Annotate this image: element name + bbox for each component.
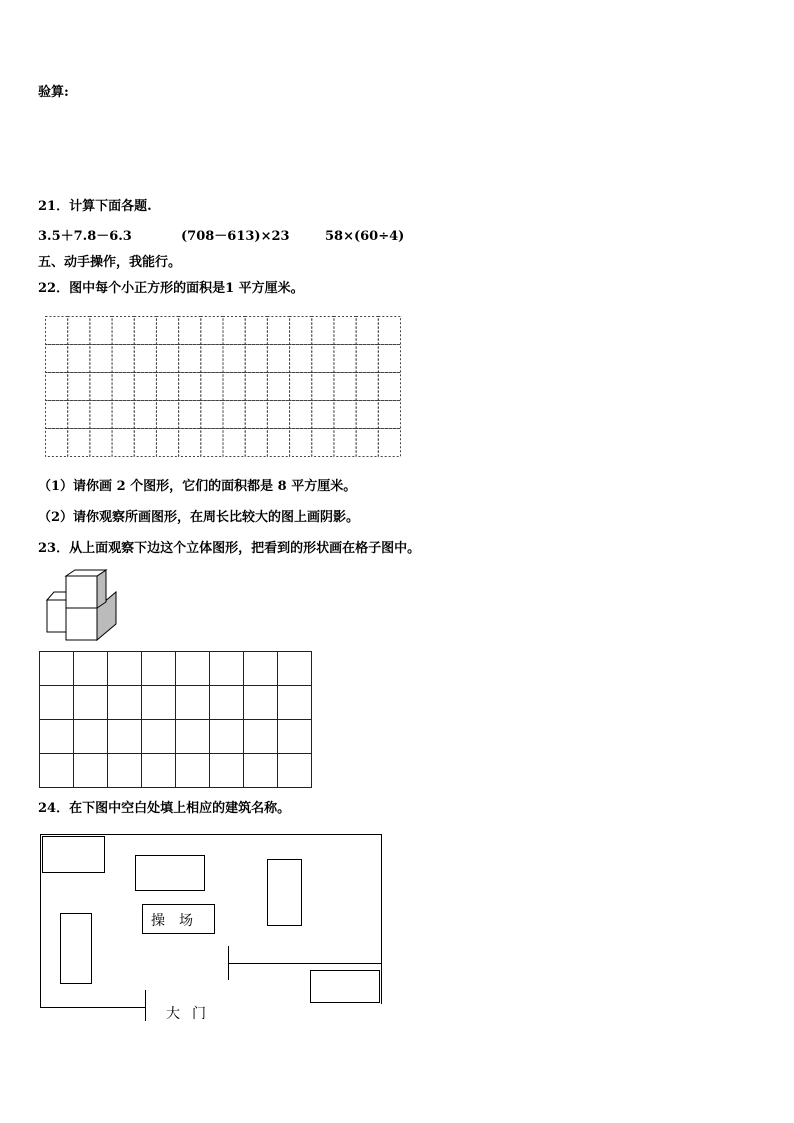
dashed-grid-cell xyxy=(68,429,90,457)
solid-grid-cell xyxy=(176,686,210,720)
dashed-grid-cell xyxy=(156,317,178,345)
dashed-grid-cell xyxy=(245,373,267,401)
dashed-grid-cell xyxy=(312,401,334,429)
dashed-grid-cell xyxy=(245,345,267,373)
q24-title: 24．在下图中空白处填上相应的建筑名称。 xyxy=(38,801,291,816)
q22-part-2: （2）请你观察所画图形，在周长比较大的图上画阴影。 xyxy=(38,510,360,525)
dashed-grid-cell xyxy=(312,373,334,401)
q21-expr-1: 3.5＋7.8－6.3 xyxy=(38,229,132,244)
dashed-grid-cell xyxy=(378,401,400,429)
solid-grid-cell xyxy=(176,754,210,788)
solid-grid-cell xyxy=(108,652,142,686)
dashed-grid-cell xyxy=(112,317,134,345)
map-right-wall xyxy=(381,834,382,1004)
blank-building-bottom-right xyxy=(310,970,380,1003)
dashed-grid-cell xyxy=(312,317,334,345)
dashed-grid-cell xyxy=(290,317,312,345)
gate-post xyxy=(145,990,146,1021)
map-bottom-wall xyxy=(40,1007,145,1008)
section-five-heading: 五、动手操作，我能行。 xyxy=(38,255,182,270)
solid-grid-cell xyxy=(210,720,244,754)
dashed-grid-cell xyxy=(179,373,201,401)
dashed-grid-cell xyxy=(134,345,156,373)
dashed-grid-cell xyxy=(378,429,400,457)
solid-grid-cell xyxy=(278,754,312,788)
dashed-grid-cell xyxy=(68,373,90,401)
dashed-grid-cell xyxy=(356,401,378,429)
solid-grid-cell xyxy=(278,720,312,754)
gate-label: 大门 xyxy=(166,1006,218,1022)
solid-grid-cell xyxy=(74,652,108,686)
dashed-grid-cell xyxy=(378,317,400,345)
dashed-grid-cell xyxy=(68,401,90,429)
dashed-grid-cell xyxy=(334,345,356,373)
solid-grid-cell xyxy=(108,686,142,720)
dashed-grid-cell xyxy=(223,345,245,373)
dashed-grid-cell xyxy=(201,401,223,429)
solid-grid-cell xyxy=(244,652,278,686)
dashed-grid-cell xyxy=(312,345,334,373)
blank-building-center-top xyxy=(135,855,205,891)
dashed-grid-cell xyxy=(112,401,134,429)
dashed-grid-cell xyxy=(156,401,178,429)
dashed-grid-cell xyxy=(356,345,378,373)
solid-grid-cell xyxy=(40,686,74,720)
solid-grid-cell xyxy=(244,720,278,754)
q21-title: 21．计算下面各题. xyxy=(38,199,152,214)
dashed-grid-cell xyxy=(356,317,378,345)
dashed-grid-cell xyxy=(134,401,156,429)
dashed-grid-cell xyxy=(267,401,289,429)
dashed-grid-cell xyxy=(267,317,289,345)
dashed-grid-cell xyxy=(378,373,400,401)
solid-grid-cell xyxy=(210,686,244,720)
dashed-grid-cell xyxy=(356,429,378,457)
solid-grid-cell xyxy=(244,754,278,788)
dashed-grid-cell xyxy=(290,429,312,457)
dashed-grid-cell xyxy=(290,401,312,429)
dashed-grid-cell xyxy=(90,373,112,401)
q23-title: 23．从上面观察下边这个立体图形，把看到的形状画在格子图中。 xyxy=(38,541,421,556)
dashed-grid-cell xyxy=(223,401,245,429)
dashed-grid-cell xyxy=(179,345,201,373)
solid-grid-cell xyxy=(40,720,74,754)
dashed-grid-cell xyxy=(112,345,134,373)
dashed-square-grid xyxy=(45,316,401,457)
dashed-grid-cell xyxy=(46,429,68,457)
solid-grid-cell xyxy=(108,720,142,754)
dashed-grid-cell xyxy=(90,429,112,457)
dashed-grid-cell xyxy=(156,373,178,401)
dashed-grid-cell xyxy=(290,345,312,373)
dashed-grid-cell xyxy=(245,317,267,345)
solid-grid-cell xyxy=(278,652,312,686)
dashed-grid-cell xyxy=(112,429,134,457)
solid-grid-cell xyxy=(278,686,312,720)
solid-grid-cell xyxy=(40,754,74,788)
solid-grid-cell xyxy=(74,720,108,754)
solid-grid-cell xyxy=(108,754,142,788)
dashed-grid-cell xyxy=(156,345,178,373)
dashed-grid-cell xyxy=(290,373,312,401)
solid-square-grid xyxy=(39,651,312,788)
dashed-grid-cell xyxy=(334,373,356,401)
solid-grid-cell xyxy=(210,754,244,788)
dashed-grid-cell xyxy=(179,317,201,345)
q21-expr-3: 58×(60÷4) xyxy=(325,229,405,244)
solid-grid-cell xyxy=(74,686,108,720)
dashed-grid-cell xyxy=(134,373,156,401)
dashed-grid-cell xyxy=(267,345,289,373)
solid-grid-cell xyxy=(142,652,176,686)
dashed-grid-cell xyxy=(46,317,68,345)
solid-grid-cell xyxy=(176,652,210,686)
solid-grid-cell xyxy=(142,720,176,754)
map-left-wall xyxy=(40,834,41,1008)
solid-grid-cell xyxy=(244,686,278,720)
verify-label: 验算: xyxy=(38,85,69,100)
q22-part-1: （1）请你画 2 个图形，它们的面积都是 8 平方厘米。 xyxy=(38,479,357,494)
dashed-grid-cell xyxy=(201,345,223,373)
cube-solid-figure xyxy=(44,568,124,644)
dashed-grid-cell xyxy=(68,345,90,373)
dashed-grid-cell xyxy=(356,373,378,401)
dashed-grid-cell xyxy=(334,429,356,457)
dashed-grid-cell xyxy=(245,429,267,457)
dashed-grid-cell xyxy=(201,429,223,457)
dashed-grid-cell xyxy=(267,373,289,401)
dashed-grid-cell xyxy=(245,401,267,429)
dashed-grid-cell xyxy=(334,317,356,345)
dashed-grid-cell xyxy=(334,401,356,429)
dashed-grid-cell xyxy=(156,429,178,457)
q21-expr-2: (708－613)×23 xyxy=(181,229,290,244)
dashed-grid-cell xyxy=(90,317,112,345)
dashed-grid-cell xyxy=(46,401,68,429)
dashed-grid-cell xyxy=(179,429,201,457)
dashed-grid-cell xyxy=(46,345,68,373)
dashed-grid-cell xyxy=(46,373,68,401)
solid-grid-cell xyxy=(176,720,210,754)
solid-grid-cell xyxy=(40,652,74,686)
playground-label: 操场 xyxy=(151,913,207,929)
dashed-grid-cell xyxy=(223,429,245,457)
dashed-grid-cell xyxy=(223,373,245,401)
map-top-wall xyxy=(40,834,382,835)
q22-title: 22．图中每个小正方形的面积是1 平方厘米。 xyxy=(38,281,304,296)
inner-wall xyxy=(228,963,381,964)
dashed-grid-cell xyxy=(378,345,400,373)
dashed-grid-cell xyxy=(201,317,223,345)
dashed-grid-cell xyxy=(112,373,134,401)
solid-grid-cell xyxy=(74,754,108,788)
dashed-grid-cell xyxy=(223,317,245,345)
dashed-grid-cell xyxy=(179,401,201,429)
blank-building-left xyxy=(60,913,92,984)
solid-grid-cell xyxy=(210,652,244,686)
dashed-grid-cell xyxy=(267,429,289,457)
dashed-grid-cell xyxy=(312,429,334,457)
solid-grid-cell xyxy=(142,754,176,788)
dashed-grid-cell xyxy=(201,373,223,401)
dashed-grid-cell xyxy=(134,317,156,345)
dashed-grid-cell xyxy=(90,345,112,373)
blank-building-top-left xyxy=(42,836,105,873)
blank-building-right xyxy=(267,859,302,926)
dashed-grid-cell xyxy=(68,317,90,345)
dashed-grid-cell xyxy=(90,401,112,429)
solid-grid-cell xyxy=(142,686,176,720)
dashed-grid-cell xyxy=(134,429,156,457)
